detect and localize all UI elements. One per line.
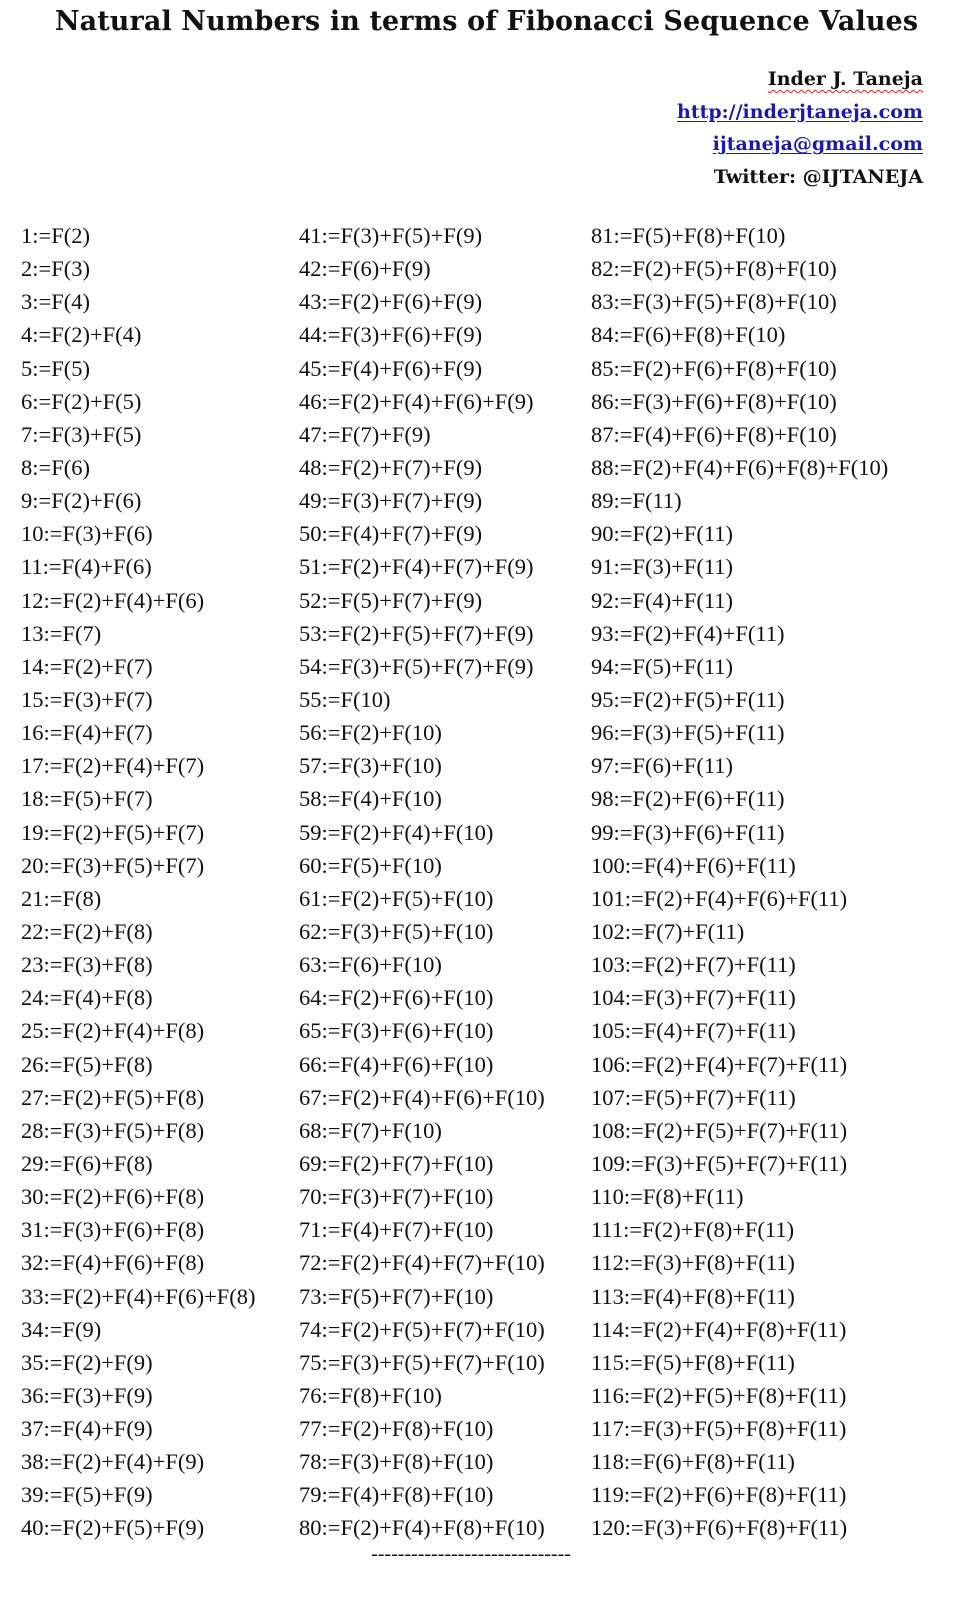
representation-row: 74:=F(2)+F(5)+F(7)+F(10) — [299, 1316, 545, 1342]
representation-row: 109:=F(3)+F(5)+F(7)+F(11) — [591, 1150, 848, 1176]
author-email-line — [677, 128, 923, 161]
representation-row: 76:=F(8)+F(10) — [299, 1382, 442, 1408]
representation-row: 115:=F(5)+F(8)+F(11) — [591, 1349, 795, 1375]
author-block — [677, 63, 923, 193]
representation-row: 104:=F(3)+F(7)+F(11) — [591, 985, 796, 1011]
representation-row: 68:=F(7)+F(10) — [299, 1117, 442, 1143]
representation-row: 33:=F(2)+F(4)+F(6)+F(8) — [21, 1283, 256, 1309]
representation-row: 14:=F(2)+F(7) — [21, 653, 153, 679]
representation-row: 23:=F(3)+F(8) — [21, 952, 153, 978]
representation-row: 51:=F(2)+F(4)+F(7)+F(9) — [299, 554, 534, 580]
representation-row: 63:=F(6)+F(10) — [299, 952, 442, 978]
representation-row: 90:=F(2)+F(11) — [591, 521, 734, 547]
representation-row: 89:=F(11) — [591, 488, 682, 514]
representation-row: 48:=F(2)+F(7)+F(9) — [299, 454, 483, 480]
representation-row: 62:=F(3)+F(5)+F(10) — [299, 918, 494, 944]
column-2 — [299, 219, 545, 1545]
author-name-line — [677, 63, 923, 96]
representation-row: 31:=F(3)+F(6)+F(8) — [21, 1217, 205, 1243]
representation-row: 100:=F(4)+F(6)+F(11) — [591, 852, 796, 878]
author-website-line — [677, 96, 923, 129]
representation-row: 88:=F(2)+F(4)+F(6)+F(8)+F(10) — [591, 454, 889, 480]
representation-row: 13:=F(7) — [21, 620, 102, 646]
representation-row: 36:=F(3)+F(9) — [21, 1382, 153, 1408]
representation-row: 94:=F(5)+F(11) — [591, 653, 734, 679]
representation-row: 29:=F(6)+F(8) — [21, 1150, 153, 1176]
representation-row: 84:=F(6)+F(8)+F(10) — [591, 322, 786, 348]
representation-row: 4:=F(2)+F(4) — [21, 322, 142, 348]
representation-row: 98:=F(2)+F(6)+F(11) — [591, 786, 785, 812]
separator-line: ------------------------------ — [371, 1543, 571, 1565]
representation-row: 71:=F(4)+F(7)+F(10) — [299, 1217, 494, 1243]
representation-row: 117:=F(3)+F(5)+F(8)+F(11) — [591, 1416, 847, 1442]
representation-row: 86:=F(3)+F(6)+F(8)+F(10) — [591, 388, 837, 414]
representation-row: 22:=F(2)+F(8) — [21, 918, 153, 944]
representation-row: 12:=F(2)+F(4)+F(6) — [21, 587, 205, 613]
author-name: Inder J. Taneja — [767, 68, 923, 90]
representation-row: 30:=F(2)+F(6)+F(8) — [21, 1184, 205, 1210]
representation-row: 38:=F(2)+F(4)+F(9) — [21, 1449, 205, 1475]
representation-row: 106:=F(2)+F(4)+F(7)+F(11) — [591, 1051, 848, 1077]
representation-row: 78:=F(3)+F(8)+F(10) — [299, 1449, 494, 1475]
representation-row: 64:=F(2)+F(6)+F(10) — [299, 985, 494, 1011]
representation-row: 91:=F(3)+F(11) — [591, 554, 734, 580]
representation-row: 81:=F(5)+F(8)+F(10) — [591, 223, 786, 248]
representation-row: 7:=F(3)+F(5) — [21, 421, 142, 447]
column-3 — [591, 219, 888, 1545]
representation-row: 45:=F(4)+F(6)+F(9) — [299, 355, 483, 381]
representation-row: 55:=F(10) — [299, 686, 391, 712]
representation-row: 28:=F(3)+F(5)+F(8) — [21, 1117, 205, 1143]
representation-row: 83:=F(3)+F(5)+F(8)+F(10) — [591, 289, 837, 315]
author-twitter: Twitter: @IJTANEJA — [713, 165, 923, 188]
representation-row: 107:=F(5)+F(7)+F(11) — [591, 1084, 796, 1110]
representation-row: 35:=F(2)+F(9) — [21, 1349, 153, 1375]
representation-row: 1:=F(2) — [21, 223, 90, 248]
representation-row: 57:=F(3)+F(10) — [299, 753, 442, 779]
representation-row: 39:=F(5)+F(9) — [21, 1482, 153, 1508]
representation-row: 18:=F(5)+F(7) — [21, 786, 153, 812]
representation-row: 110:=F(8)+F(11) — [591, 1184, 744, 1210]
representation-row: 26:=F(5)+F(8) — [21, 1051, 153, 1077]
representation-row: 82:=F(2)+F(5)+F(8)+F(10) — [591, 256, 837, 282]
representation-row: 47:=F(7)+F(9) — [299, 421, 431, 447]
representation-row: 95:=F(2)+F(5)+F(11) — [591, 686, 785, 712]
representation-row: 44:=F(3)+F(6)+F(9) — [299, 322, 483, 348]
representation-row: 66:=F(4)+F(6)+F(10) — [299, 1051, 494, 1077]
representation-row: 19:=F(2)+F(5)+F(7) — [21, 819, 205, 845]
representation-row: 103:=F(2)+F(7)+F(11) — [591, 952, 796, 978]
representation-row: 42:=F(6)+F(9) — [299, 256, 431, 282]
representation-row: 73:=F(5)+F(7)+F(10) — [299, 1283, 494, 1309]
representation-row: 50:=F(4)+F(7)+F(9) — [299, 521, 483, 547]
representation-row: 77:=F(2)+F(8)+F(10) — [299, 1416, 494, 1442]
representation-row: 118:=F(6)+F(8)+F(11) — [591, 1449, 795, 1475]
representation-row: 49:=F(3)+F(7)+F(9) — [299, 488, 483, 514]
representation-row: 116:=F(2)+F(5)+F(8)+F(11) — [591, 1382, 847, 1408]
representation-row: 80:=F(2)+F(4)+F(8)+F(10) — [299, 1515, 545, 1541]
representation-row: 105:=F(4)+F(7)+F(11) — [591, 1018, 796, 1044]
representation-row: 10:=F(3)+F(6) — [21, 521, 153, 547]
representation-row: 9:=F(2)+F(6) — [21, 488, 142, 514]
representation-row: 5:=F(5) — [21, 355, 90, 381]
representation-row: 75:=F(3)+F(5)+F(7)+F(10) — [299, 1349, 545, 1375]
representation-row: 58:=F(4)+F(10) — [299, 786, 442, 812]
representation-row: 6:=F(2)+F(5) — [21, 388, 142, 414]
representation-row: 17:=F(2)+F(4)+F(7) — [21, 753, 205, 779]
representation-row: 99:=F(3)+F(6)+F(11) — [591, 819, 785, 845]
representation-row: 46:=F(2)+F(4)+F(6)+F(9) — [299, 388, 534, 414]
representation-row: 67:=F(2)+F(4)+F(6)+F(10) — [299, 1084, 545, 1110]
representation-row: 111:=F(2)+F(8)+F(11) — [591, 1217, 795, 1243]
representation-row: 59:=F(2)+F(4)+F(10) — [299, 819, 494, 845]
representation-row: 120:=F(3)+F(6)+F(8)+F(11) — [591, 1515, 848, 1541]
representation-row: 87:=F(4)+F(6)+F(8)+F(10) — [591, 421, 837, 447]
representation-row: 8:=F(6) — [21, 454, 90, 480]
representation-row: 69:=F(2)+F(7)+F(10) — [299, 1150, 494, 1176]
representation-row: 54:=F(3)+F(5)+F(7)+F(9) — [299, 653, 534, 679]
representation-row: 70:=F(3)+F(7)+F(10) — [299, 1184, 494, 1210]
representation-row: 43:=F(2)+F(6)+F(9) — [299, 289, 483, 315]
author-email-link[interactable]: ijtaneja@gmail.com — [712, 133, 923, 155]
representation-row: 24:=F(4)+F(8) — [21, 985, 153, 1011]
representation-row: 34:=F(9) — [21, 1316, 102, 1342]
representation-row: 3:=F(4) — [21, 289, 90, 315]
representation-row: 97:=F(6)+F(11) — [591, 753, 734, 779]
representation-row: 112:=F(3)+F(8)+F(11) — [591, 1250, 795, 1276]
representation-row: 101:=F(2)+F(4)+F(6)+F(11) — [591, 885, 848, 911]
representation-row: 21:=F(8) — [21, 885, 102, 911]
representation-row: 108:=F(2)+F(5)+F(7)+F(11) — [591, 1117, 848, 1143]
column-1 — [21, 219, 256, 1545]
representation-row: 40:=F(2)+F(5)+F(9) — [21, 1515, 205, 1541]
representation-row: 92:=F(4)+F(11) — [591, 587, 734, 613]
author-website-link[interactable]: http://inderjtaneja.com — [677, 100, 923, 123]
representation-row: 79:=F(4)+F(8)+F(10) — [299, 1482, 494, 1508]
representation-row: 11:=F(4)+F(6) — [21, 554, 152, 580]
representation-row: 72:=F(2)+F(4)+F(7)+F(10) — [299, 1250, 545, 1276]
representation-row: 56:=F(2)+F(10) — [299, 720, 442, 746]
representation-row: 32:=F(4)+F(6)+F(8) — [21, 1250, 205, 1276]
representation-row: 60:=F(5)+F(10) — [299, 852, 442, 878]
representation-row: 52:=F(5)+F(7)+F(9) — [299, 587, 483, 613]
page-title: Natural Numbers in terms of Fibonacci Sequence Values — [54, 6, 919, 37]
representation-row: 119:=F(2)+F(6)+F(8)+F(11) — [591, 1482, 847, 1508]
representation-row: 102:=F(7)+F(11) — [591, 918, 745, 944]
representation-row: 65:=F(3)+F(6)+F(10) — [299, 1018, 494, 1044]
representation-row: 61:=F(2)+F(5)+F(10) — [299, 885, 494, 911]
representation-row: 93:=F(2)+F(4)+F(11) — [591, 620, 785, 646]
representation-row: 27:=F(2)+F(5)+F(8) — [21, 1084, 205, 1110]
representation-row: 16:=F(4)+F(7) — [21, 720, 153, 746]
representation-row: 37:=F(4)+F(9) — [21, 1416, 153, 1442]
representation-row: 20:=F(3)+F(5)+F(7) — [21, 852, 205, 878]
representation-row: 25:=F(2)+F(4)+F(8) — [21, 1018, 205, 1044]
representation-row: 114:=F(2)+F(4)+F(8)+F(11) — [591, 1316, 847, 1342]
representation-row: 15:=F(3)+F(7) — [21, 686, 153, 712]
representation-row: 53:=F(2)+F(5)+F(7)+F(9) — [299, 620, 534, 646]
representation-row: 2:=F(3) — [21, 256, 90, 282]
representation-row: 41:=F(3)+F(5)+F(9) — [299, 223, 483, 248]
representation-row: 96:=F(3)+F(5)+F(11) — [591, 720, 785, 746]
representation-row: 85:=F(2)+F(6)+F(8)+F(10) — [591, 355, 837, 381]
representation-row: 113:=F(4)+F(8)+F(11) — [591, 1283, 795, 1309]
